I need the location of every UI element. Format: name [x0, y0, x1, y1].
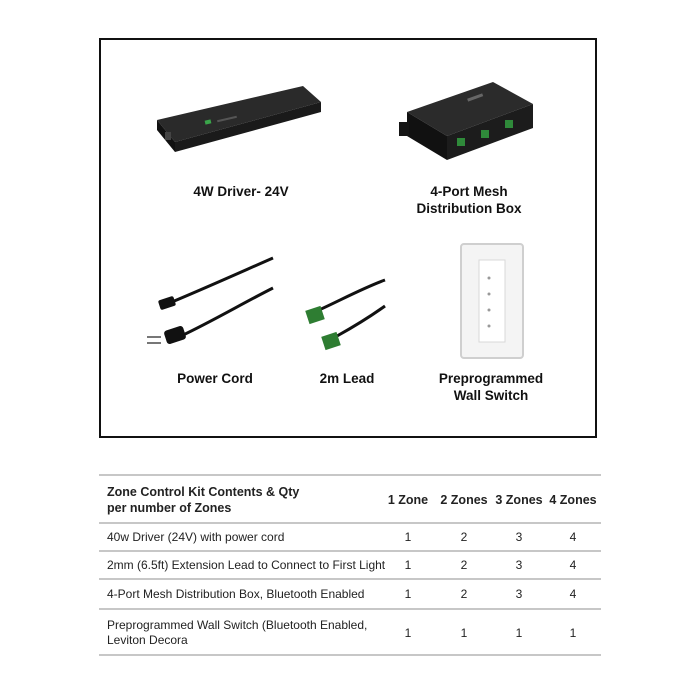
- power-cord-image: [141, 250, 281, 362]
- table-row: [99, 578, 601, 608]
- row-value-3-zones: 3: [515, 558, 523, 572]
- wall-switch-image: [459, 242, 527, 362]
- row-value-4-zones: 4: [569, 558, 577, 572]
- column-header-1-zone: 1 Zone: [387, 493, 429, 507]
- row-value-1-zone: 1: [404, 587, 412, 601]
- row-value-3-zones: 3: [515, 530, 523, 544]
- mesh-distribution-box-image: [397, 74, 537, 164]
- mesh-box-label-line-2: Distribution Box: [416, 201, 522, 216]
- column-header-4-zones: 4 Zones: [549, 493, 597, 507]
- row-value-3-zones: 1: [515, 626, 523, 640]
- table-row: [99, 608, 601, 656]
- lead-cable-image: [301, 276, 391, 356]
- row-description: 4-Port Mesh Distribution Box, Bluetooth Enabled: [107, 587, 365, 601]
- table-header-row: [99, 474, 601, 522]
- header-title-line-1: Zone Control Kit Contents & Qty: [107, 485, 300, 499]
- wall-switch-label-line-2: Wall Switch: [453, 388, 529, 403]
- row-value-4-zones: 1: [569, 626, 577, 640]
- wall-switch-label: [391, 370, 591, 404]
- header-title-line-2: per number of Zones: [107, 501, 232, 515]
- row-description-line-2: Leviton Decora: [107, 633, 188, 647]
- row-description: 2mm (6.5ft) Extension Lead to Connect to First Light: [107, 558, 386, 572]
- row-value-4-zones: 4: [569, 530, 577, 544]
- table-row: [99, 550, 601, 578]
- row-value-2-zones: 2: [460, 587, 468, 601]
- column-header-2-zones: 2 Zones: [440, 493, 488, 507]
- row-value-2-zones: 2: [460, 558, 468, 572]
- row-value-2-zones: 1: [460, 626, 468, 640]
- power-cord-label: Power Cord: [177, 371, 253, 386]
- mesh-box-label: [369, 183, 569, 217]
- row-description: 40w Driver (24V) with power cord: [107, 530, 285, 544]
- row-value-2-zones: 2: [460, 530, 468, 544]
- driver-label: 4W Driver- 24V: [193, 184, 289, 199]
- mesh-box-label-line-1: 4-Port Mesh: [430, 184, 508, 199]
- row-value-3-zones: 3: [515, 587, 523, 601]
- kit-contents-panel: [99, 38, 597, 438]
- row-value-1-zone: 1: [404, 626, 412, 640]
- column-header-3-zones: 3 Zones: [495, 493, 543, 507]
- table-header-title: [107, 484, 367, 516]
- row-value-1-zone: 1: [404, 558, 412, 572]
- row-description-line-1: Preprogrammed Wall Switch (Bluetooth Enabled,: [107, 618, 368, 632]
- led-driver-image: [153, 74, 325, 164]
- table-row: [99, 522, 601, 550]
- row-value-4-zones: 4: [569, 587, 577, 601]
- row-description: [107, 618, 387, 648]
- wall-switch-label-line-1: Preprogrammed: [438, 371, 544, 386]
- lead-label: 2m Lead: [319, 371, 375, 386]
- row-value-1-zone: 1: [404, 530, 412, 544]
